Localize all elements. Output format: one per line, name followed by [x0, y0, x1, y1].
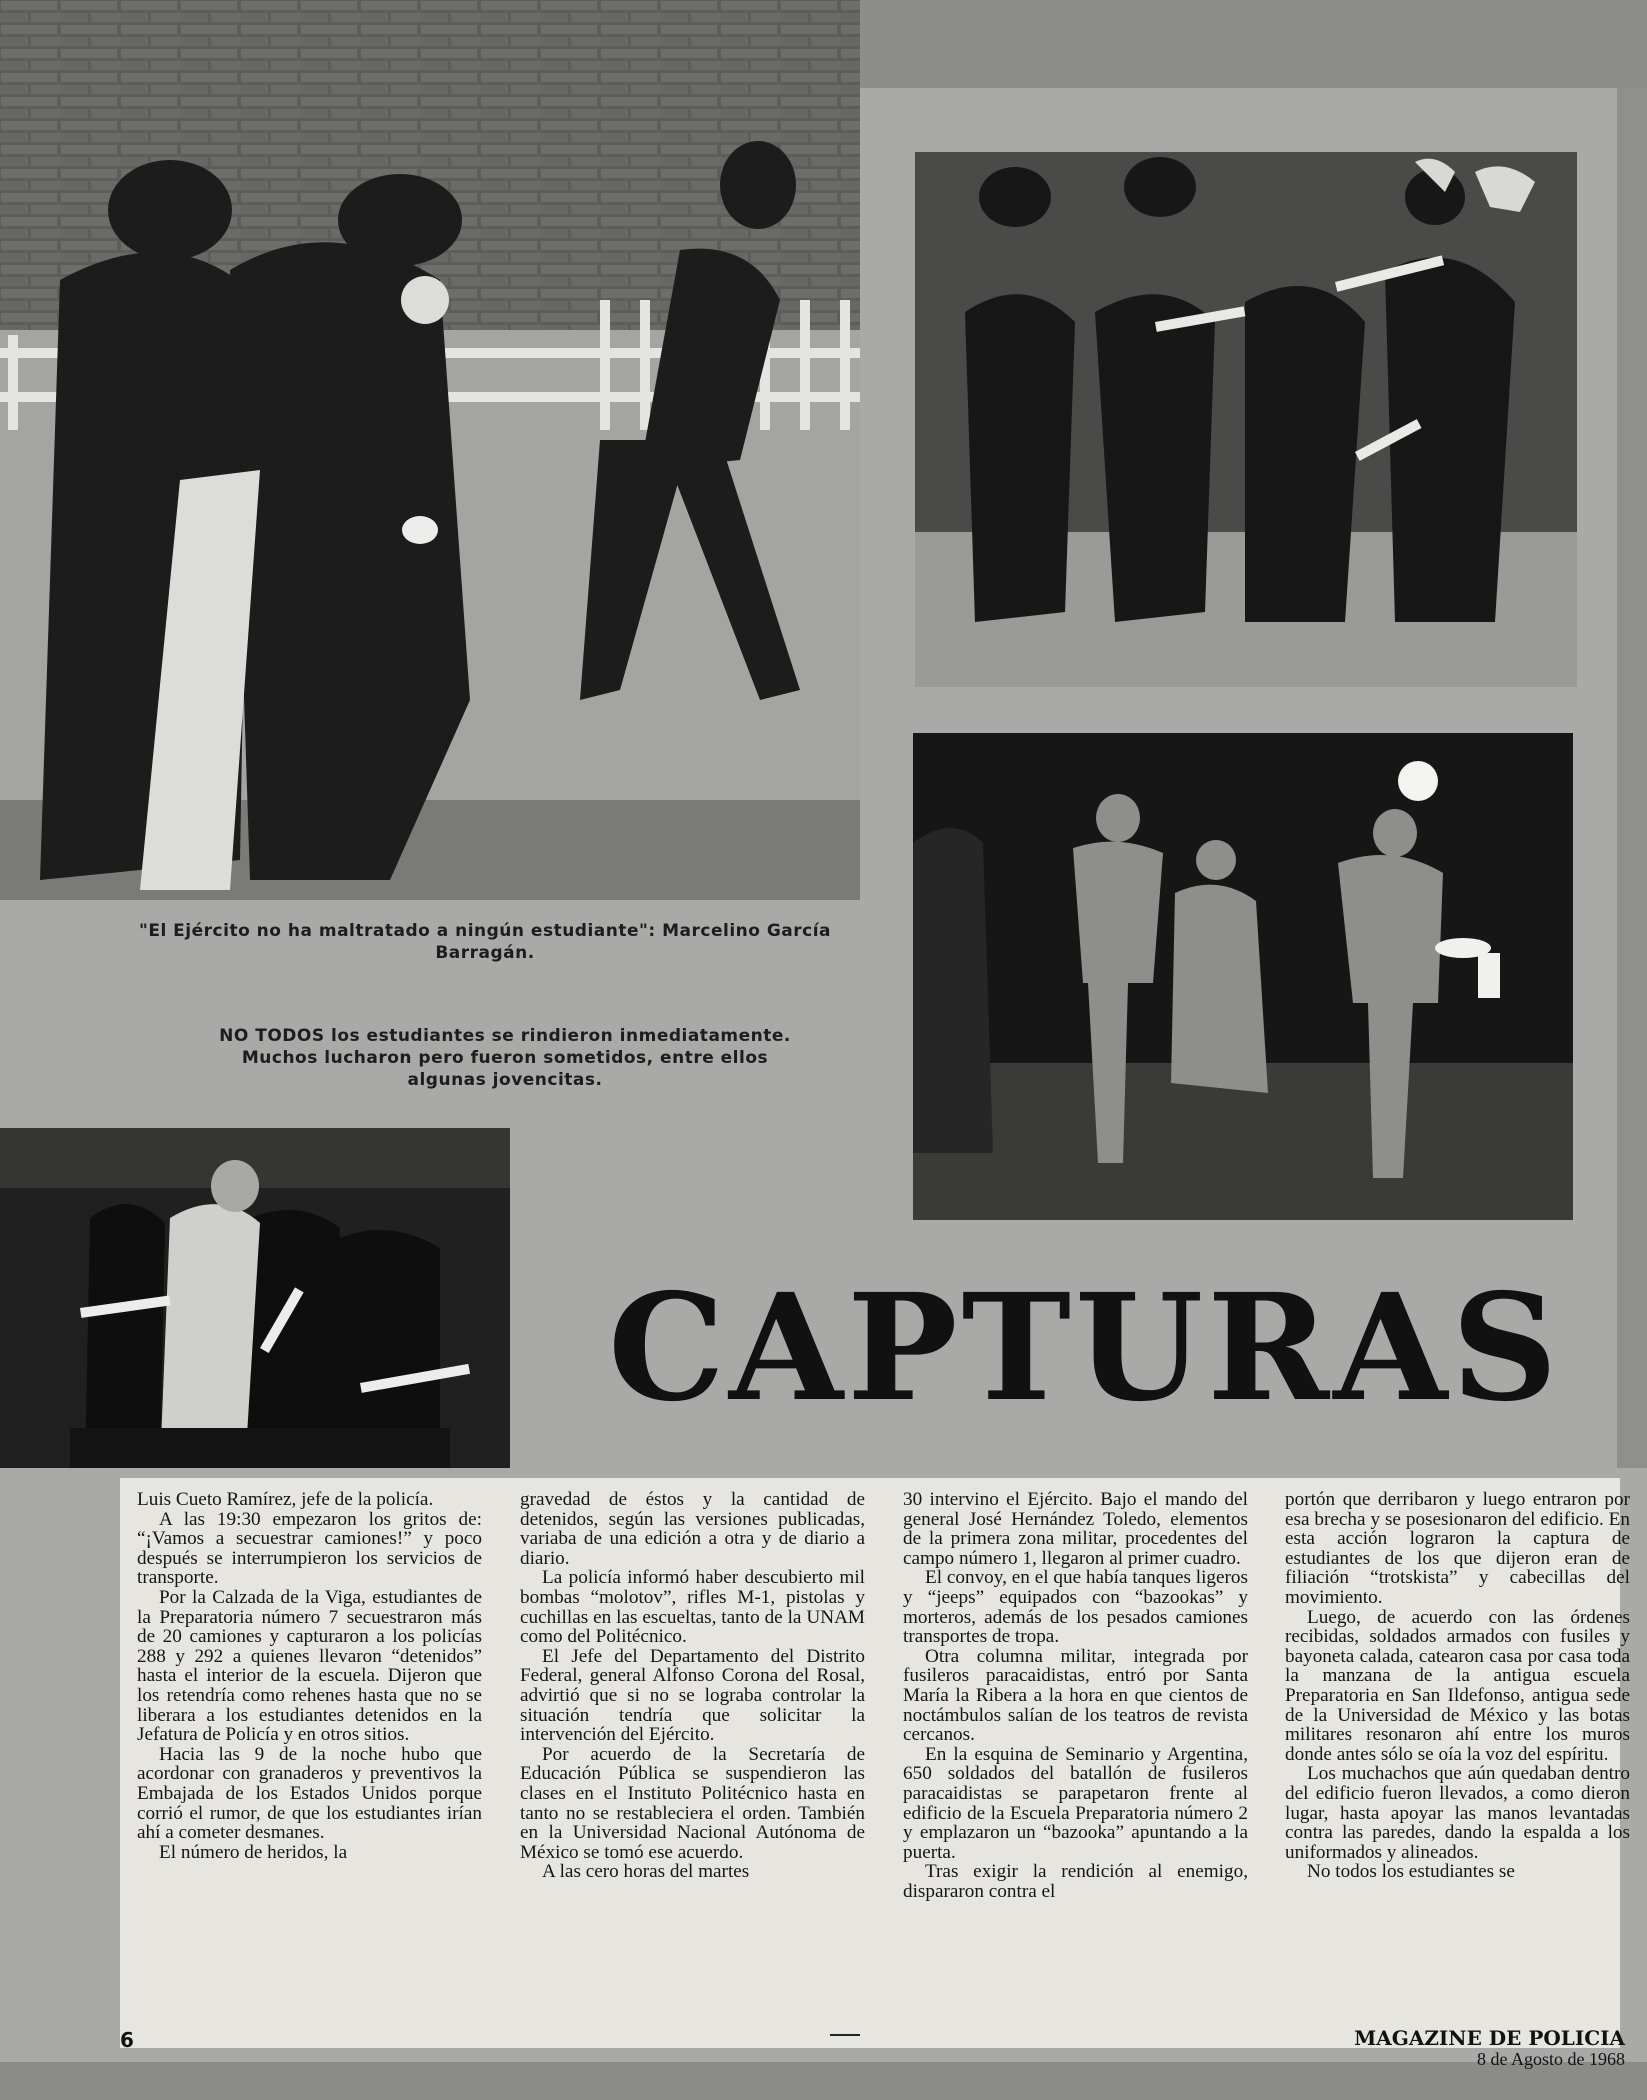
article-column-1 — [137, 1490, 482, 2025]
photo-soldiers-escort-woman — [913, 733, 1573, 1220]
article-column-3 — [903, 1490, 1248, 2025]
photo-caption-garcia-barragan: "El Ejército no ha maltratado a ningún estudiante": Marcelino García Barragán. — [138, 921, 832, 963]
top-gray-strip — [860, 0, 1647, 88]
paragraph: Los muchachos que aún quedaban dentro del edificio fueron llevados, a como dieron lugar, hasta apoyar las manos levantadas contra las paredes, dando la espalda a los uniformados y alineados. — [1285, 1763, 1630, 1863]
magazine-title: MAGAZINE DE POLICIA — [1354, 2026, 1625, 2050]
paragraph: El convoy, en el que había tanques ligeros y “jeeps” equipados con “bazookas” y morteros, además de los pesados camiones transportes de tropa. — [903, 1567, 1248, 1648]
photo-soldiers-with-batons — [915, 152, 1577, 687]
paragraph: No todos los estudiantes se — [1307, 1861, 1515, 1883]
paragraph: Por la Calzada de la Viga, estudiantes de la Preparatoria número 7 secuestraron más de 20 camiones y capturaron a los policías 288 y 292 a quienes llevaron “detenidos” hasta el interior de la escuela. Dijeron que los retendría como rehenes hasta que no se liberara a los estudiantes detenidos en la Jefatura de Policía y en otros sitios. — [137, 1586, 482, 1746]
photo-clash-with-police — [0, 0, 860, 900]
divider — [830, 2034, 860, 2036]
photo-caption-students: NO TODOS los estudiantes se rindieron inmediatamente. Muchos lucharon pero fueron sometidos, entre ellos algunas jovencitas. — [219, 1026, 791, 1090]
article-column-4 — [1285, 1490, 1630, 2025]
paragraph: El Jefe del Departamento del Distrito Federal, general Alfonso Corona del Rosal, advirtió que si no se lograba controlar la situación tendría que solicitar la intervención del Ejército. — [520, 1645, 865, 1746]
right-gray-edge — [1617, 88, 1647, 1468]
paragraph: Tras exigir la rendición al enemigo, dispararon contra el — [903, 1861, 1248, 1902]
issue-date: 8 de Agosto de 1968 — [1477, 2049, 1625, 2069]
paragraph: Por acuerdo de la Secretaría de Educación Pública se suspendieron las clases en el Instituto Politécnico hasta en tanto no se restableciera el orden. También en la Universidad Nacional Autónoma de México se tomó ese acuerdo. — [520, 1743, 865, 1863]
paragraph: gravedad de éstos y la cantidad de detenidos, según las versiones publicadas, variaba de una edición a otra y de diario a diario. — [520, 1490, 865, 1569]
photo-police-holding-student — [0, 1128, 510, 1468]
paragraph: Luego, de acuerdo con las órdenes recibidas, soldados armados con fusiles y bayoneta calada, catearon casa por casa toda la manzana de la antigua escuela Preparatoria en San Ildefonso, antigua sede de la Universidad de México y las botas militares resonaron ahí entre los muros donde antes sólo se oía la voz del espíritu. — [1285, 1606, 1630, 1765]
paragraph: Hacia las 9 de la noche hubo que acordonar con granaderos y preventivos la Embajada de los Estados Unidos porque corrió el rumor, de que los estudiantes irían ahí a cometer desmanes. — [137, 1743, 482, 1844]
paragraph: Otra columna militar, integrada por fusileros paracaidistas, entró por Santa María la Ribera a la hora en que cientos de noctámbulos salían de los teatros de revista cercanos. — [903, 1645, 1248, 1746]
paragraph: portón que derribaron y luego entraron por esa brecha y se posesionaron del edificio. En esta acción lograron la captura de estudiantes de los que dijeron eran de filiación “trotskista” y cabecillas del movimiento. — [1285, 1490, 1630, 1608]
paragraph: En la esquina de Seminario y Argentina, 650 soldados del batallón de fusileros paracaidistas se parapetaron frente al edificio de la Escuela Preparatoria número 2 y emplazaron un “bazooka” apuntando a la puerta. — [903, 1743, 1248, 1863]
paragraph: El número de heridos, la — [159, 1841, 348, 1863]
article-column-2 — [520, 1490, 865, 2025]
paragraph: A las 19:30 empezaron los gritos de: “¡Vamos a secuestrar camiones!” y poco después se interrumpieron los servicios de transporte. — [137, 1508, 482, 1589]
paragraph: La policía informó haber descubierto mil bombas “molotov”, rifles M-1, pistolas y cuchillas en las escueltas, tanto de la UNAM como del Politécnico. — [520, 1567, 865, 1648]
paragraph: 30 intervino el Ejército. Bajo el mando del general José Hernández Toledo, elementos de la primera zona militar, procedentes del campo número 1, llegaron al primer cuadro. — [903, 1490, 1248, 1569]
paragraph: A las cero horas del martes — [542, 1861, 750, 1883]
paragraph: Luis Cueto Ramírez, jefe de la policía. — [137, 1490, 434, 1510]
headline: CAPTURAS — [608, 1261, 1562, 1434]
page-number: 6 — [120, 2028, 134, 2052]
